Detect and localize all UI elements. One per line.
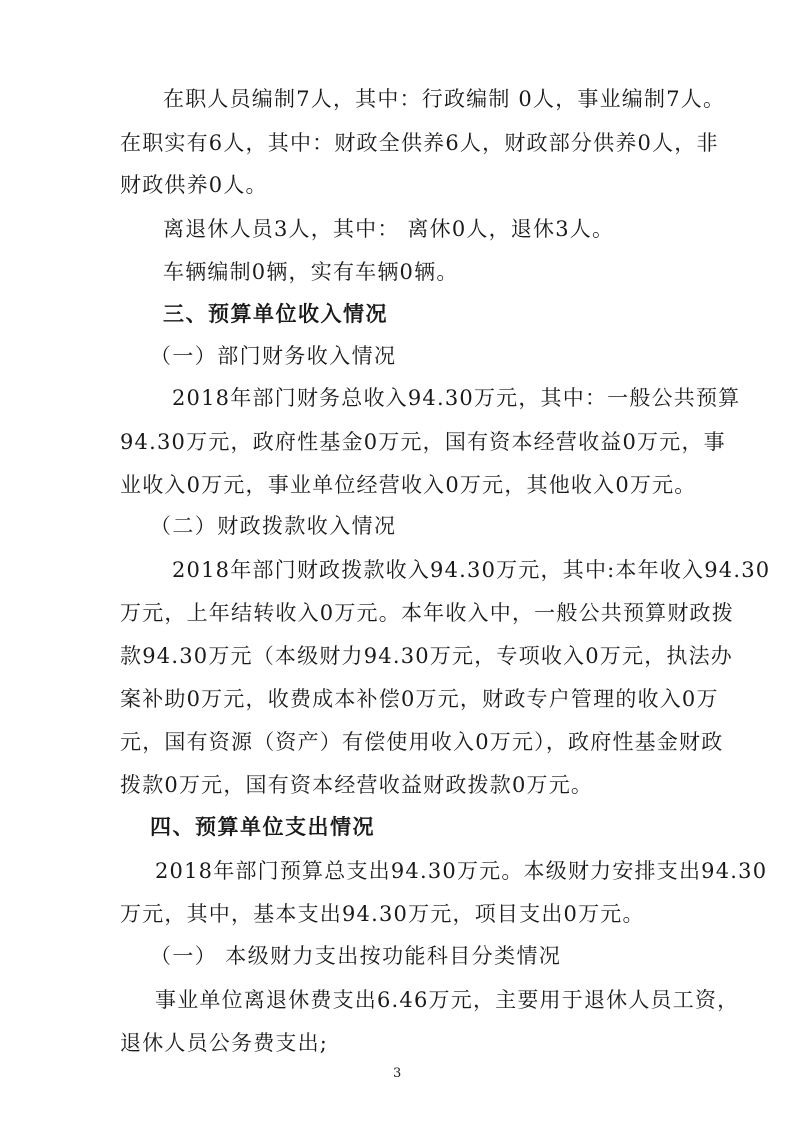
paragraph-retirement-expense-line-2: 退休人员公务费支出; <box>120 1031 329 1055</box>
paragraph-appropriation-line-6: 拨款0万元，国有资本经营收益财政拨款0万元。 <box>120 773 594 797</box>
paragraph-income-line-3: 业收入0万元，事业单位经营收入0万元，其他收入0万元。 <box>120 473 697 497</box>
paragraph-staff-quota-line-1: 在职人员编制7人，其中：行政编制 0人，事业编制7人。 <box>163 87 726 111</box>
paragraph-income-line-1: 2018年部门财务总收入94.30万元，其中：一般公共预算 <box>172 386 741 410</box>
paragraph-staff-quota-line-2: 在职实有6人，其中：财政全供养6人，财政部分供养0人，非 <box>120 131 719 155</box>
section-heading-income: 三、预算单位收入情况 <box>163 301 388 326</box>
page-number: 3 <box>393 1066 402 1081</box>
subheading-department-income: （一）部门财务收入情况 <box>150 344 397 368</box>
subheading-expenditure-by-function: （一） 本级财力支出按功能科目分类情况 <box>150 944 562 968</box>
paragraph-income-line-2: 94.30万元，政府性基金0万元，国有资本经营收益0万元，事 <box>120 430 726 454</box>
paragraph-vehicles: 车辆编制0辆，实有车辆0辆。 <box>163 260 459 284</box>
paragraph-appropriation-line-4: 案补助0万元，收费成本补偿0万元，财政专户管理的收入0万 <box>120 687 719 711</box>
paragraph-retirees: 离退休人员3人，其中： 离休0人，退休3人。 <box>163 217 615 241</box>
paragraph-appropriation-line-3: 款94.30万元（本级财力94.30万元，专项收入0万元，执法办 <box>120 644 733 668</box>
paragraph-expenditure-line-2: 万元，其中，基本支出94.30万元，项目支出0万元。 <box>120 902 645 926</box>
paragraph-expenditure-line-1: 2018年部门预算总支出94.30万元。本级财力安排支出94.30 <box>155 859 768 883</box>
paragraph-appropriation-line-1: 2018年部门财政拨款收入94.30万元，其中:本年收入94.30 <box>172 558 771 582</box>
paragraph-appropriation-line-2: 万元，上年结转收入0万元。本年收入中，一般公共预算财政拨 <box>120 601 734 625</box>
subheading-fiscal-appropriation: （二）财政拨款收入情况 <box>150 514 397 538</box>
paragraph-retirement-expense-line-1: 事业单位离退休费支出6.46万元，主要用于退休人员工资， <box>155 988 740 1012</box>
paragraph-appropriation-line-5: 元，国有资源（资产）有偿使用收入0万元），政府性基金财政 <box>120 730 724 754</box>
paragraph-staff-quota-line-3: 财政供养0人。 <box>120 173 268 197</box>
section-heading-expenditure: 四、预算单位支出情况 <box>150 814 375 839</box>
